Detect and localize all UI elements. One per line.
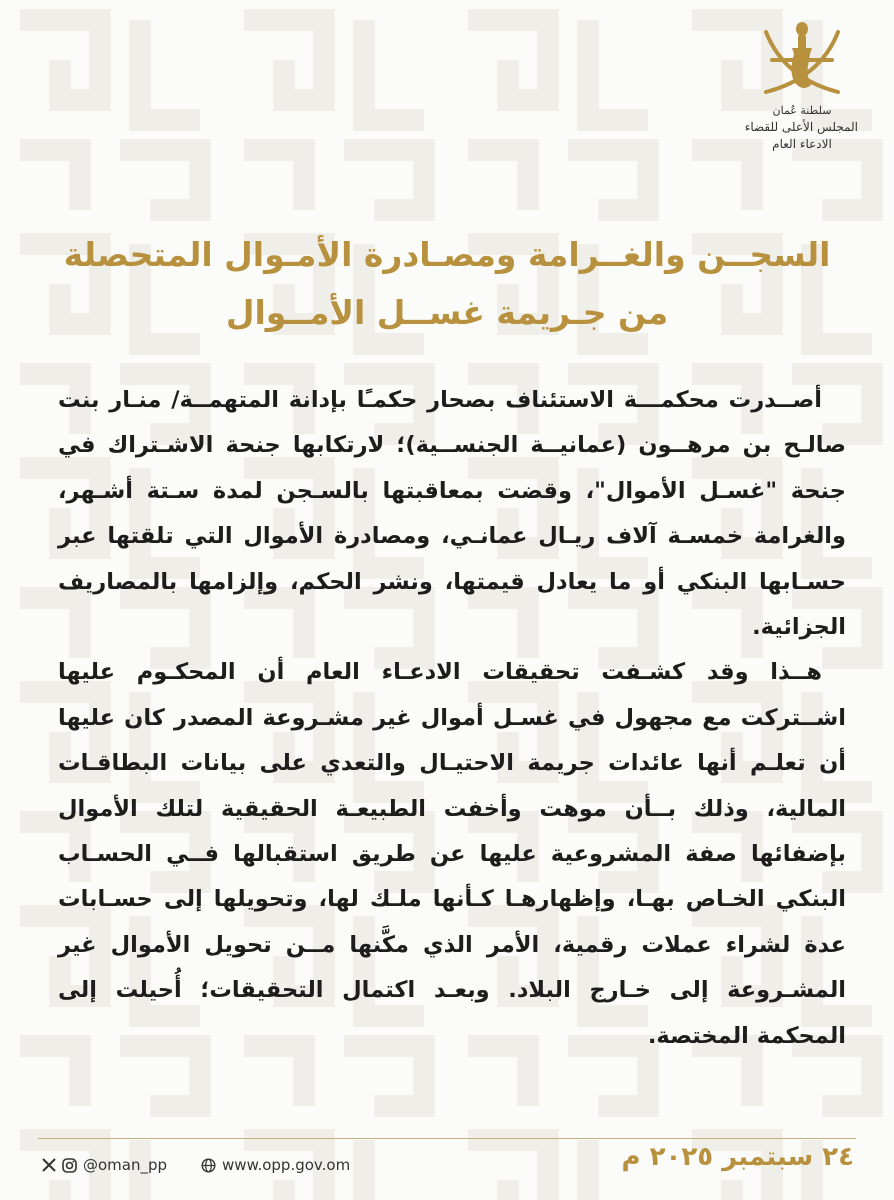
headline <box>60 226 834 342</box>
x-icon[interactable] <box>42 1158 56 1172</box>
headline-line-2: من جـريمة غســل الأمــوال <box>225 293 669 332</box>
oman-emblem <box>746 18 858 153</box>
headline-line-1: السجــن والغــرامة ومصـادرة الأمـوال المتحصلة <box>63 235 831 274</box>
article-paragraph-1: أصــدرت محكمـــة الاستئناف بصحار حكمـًا بإدانة المتهمــة/ منـار بنت صالـح بن مرهــون (عمانيــة الجنســية)؛ لارتكابها جنحة الاشـتراك في جنحة "غسـل الأموال"، وقضت بمعاقبتها بالسـجن لمدة سـتة أشـهر، والغرامة خمسـة آلاف ريـال عمانـي، ومصادرة الأموال التي تلقتها عبر حسـابها البنكي أو ما يعادل قيمتها، ونشر الحكم، وإلزامها بالمصاريف الجزائية. <box>58 387 846 641</box>
org-name-oman: سلطنة عُمان <box>772 104 832 117</box>
publish-date: ٢٤ سبتمبر ٢٠٢٥ م <box>621 1142 854 1172</box>
social-handle[interactable]: @oman_pp <box>83 1156 168 1174</box>
website-link[interactable]: www.opp.gov.om <box>222 1156 351 1174</box>
article-paragraph-2: هــذا وقد كشـفت تحقيقات الادعـاء العام أن المحكـوم عليها اشــتركت مع مجهول في غسـل أموال غير مشـروعة المصدر كان عليها أن تعلـم أنها عائدات جريمة الاحتيـال والتعدي على بيانات البطاقـات المالية، وذلك بــأن موهت وأخفت الطبيعـة الحقيقية لتلك الأموال بإضفائها صفة المشروعية عليها عن طريق استقبالها فــي الحسـاب البنكي الخـاص بهـا، وإظهارهـا كـأنها ملـك لها، وتحويلها إلى حسـابات عدة لشراء عملات رقمية، الأمر الذي مكَّنها مــن تحويل الأموال غير المشـروعة إلى خـارج البلاد. وبعـد اكتمال التحقيقات؛ أُحيلت إلى المحكمة المختصة. <box>58 659 846 1049</box>
footer-divider <box>38 1138 856 1139</box>
globe-icon <box>201 1158 216 1173</box>
org-name-council: المجلس الأعلى للقضاء <box>744 120 858 134</box>
article-body <box>58 378 846 1059</box>
instagram-icon[interactable] <box>62 1158 77 1173</box>
footer-contacts <box>42 1150 350 1180</box>
khanjar-emblem-icon <box>754 18 850 102</box>
org-name-prosecution: الادعاء العام <box>772 137 832 151</box>
